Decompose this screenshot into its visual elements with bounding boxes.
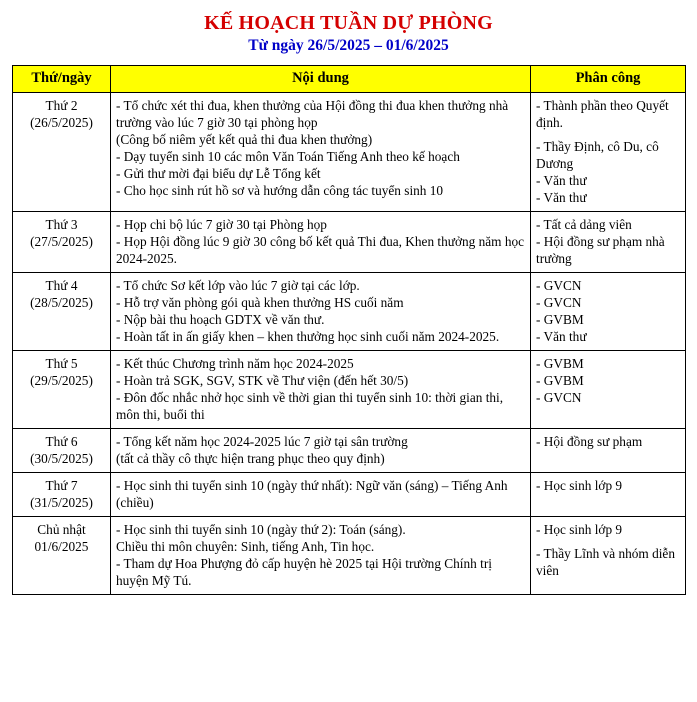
cell-assignment (531, 350, 686, 428)
content-line: - Tham dự Hoa Phượng đỏ cấp huyện hè 2025 tại Hội trường Chính trị huyện Mỹ Tú. (116, 555, 492, 588)
content-line: - Đôn đốc nhắc nhở học sinh về thời gian thi tuyển sinh 10: thời gian thi, môn thi, buổi thi (116, 389, 504, 422)
cell-assignment (531, 92, 686, 211)
assignment-line: - GVBM (536, 372, 584, 388)
day-date: (31/5/2025) (30, 494, 93, 510)
day-date: (30/5/2025) (30, 450, 93, 466)
content-line: - Học sinh thi tuyển sinh 10 (ngày thứ 2): Toán (sáng). (116, 521, 406, 537)
day-name: Thứ 4 (45, 277, 78, 293)
assignment-line: - Văn thư (536, 172, 587, 188)
assignment-spacer (536, 131, 680, 138)
assignment-line: - GVCN (536, 277, 582, 293)
cell-day (13, 272, 111, 350)
table-header-row (13, 66, 686, 93)
table-body (13, 92, 686, 594)
assignment-line: - Văn thư (536, 328, 587, 344)
content-line: - Tổng kết năm học 2024-2025 lúc 7 giờ tại sân trường (116, 433, 408, 449)
cell-assignment (531, 272, 686, 350)
cell-day (13, 350, 111, 428)
day-date: 01/6/2025 (34, 538, 89, 554)
day-name: Thứ 3 (45, 216, 78, 232)
cell-assignment (531, 211, 686, 272)
assignment-line: - GVCN (536, 389, 582, 405)
assignment-line: - GVCN (536, 294, 582, 310)
day-date: (27/5/2025) (30, 233, 93, 249)
cell-content (111, 92, 531, 211)
cell-content (111, 350, 531, 428)
content-line: - Hoàn trả SGK, SGV, STK về Thư viện (đến hết 30/5) (116, 372, 409, 388)
weekly-plan-table (12, 65, 686, 595)
cell-content (111, 516, 531, 594)
table-row (13, 211, 686, 272)
page-title: KẾ HOẠCH TUẦN DỰ PHÒNG (204, 12, 493, 34)
content-line: Chiều thi môn chuyên: Sinh, tiếng Anh, Tin học. (116, 538, 375, 554)
cell-day (13, 211, 111, 272)
assignment-line: - Học sinh lớp 9 (536, 477, 623, 493)
day-name: Chủ nhật (37, 521, 86, 537)
content-line: - Họp chi bộ lúc 7 giờ 30 tại Phòng họp (116, 216, 327, 232)
day-name: Thứ 6 (45, 433, 78, 449)
day-name: Thứ 2 (45, 97, 78, 113)
cell-day (13, 92, 111, 211)
day-date: (26/5/2025) (30, 114, 93, 130)
table-row (13, 472, 686, 516)
assignment-spacer (536, 538, 680, 545)
assignment-line: - Thành phần theo Quyết định. (536, 97, 669, 130)
content-line: - Hoàn tất in ấn giấy khen – khen thưởng học sinh cuối năm 2024-2025. (116, 328, 500, 344)
content-line: - Học sinh thi tuyển sinh 10 (ngày thứ nhất): Ngữ văn (sáng) – Tiếng Anh (chiều) (116, 477, 508, 510)
assignment-line: - Văn thư (536, 189, 587, 205)
cell-day (13, 428, 111, 472)
table-row (13, 428, 686, 472)
cell-day (13, 472, 111, 516)
page-subtitle: Từ ngày 26/5/2025 – 01/6/2025 (248, 37, 449, 54)
content-line: - Tổ chức Sơ kết lớp vào lúc 7 giờ tại các lớp. (116, 277, 360, 293)
cell-assignment (531, 472, 686, 516)
cell-assignment (531, 428, 686, 472)
cell-day (13, 516, 111, 594)
assignment-line: - Hội đồng sư phạm (536, 433, 643, 449)
assignment-line: - Thầy Định, cô Du, cô Dương (536, 138, 659, 171)
table-row (13, 350, 686, 428)
cell-content (111, 272, 531, 350)
day-name: Thứ 5 (45, 355, 78, 371)
content-line: - Hỗ trợ văn phòng gói quà khen thưởng HS cuối năm (116, 294, 404, 310)
content-line: (Công bố niêm yết kết quả thi đua khen thưởng) (116, 131, 373, 147)
day-name: Thứ 7 (45, 477, 78, 493)
content-line: - Họp Hội đồng lúc 9 giờ 30 công bố kết quả Thi đua, Khen thưởng năm học 2024-2025. (116, 233, 525, 266)
day-date: (28/5/2025) (30, 294, 93, 310)
table-row (13, 516, 686, 594)
column-header-day: Thứ/ngày (13, 66, 111, 93)
assignment-line: - Thầy Lĩnh và nhóm diễn viên (536, 545, 675, 578)
table-row (13, 272, 686, 350)
content-line: - Tổ chức xét thi đua, khen thưởng của Hội đồng thi đua khen thưởng nhà trường vào lúc 7 giờ 30 tại phòng họp (116, 97, 509, 130)
content-line: - Cho học sinh rút hồ sơ và hướng dẫn công tác tuyển sinh 10 (116, 182, 444, 198)
content-line: - Nộp bài thu hoạch GDTX về văn thư. (116, 311, 325, 327)
content-line: - Gửi thư mời đại biểu dự Lễ Tổng kết (116, 165, 321, 181)
table-row (13, 92, 686, 211)
column-header-assignment: Phân công (531, 66, 686, 93)
day-date: (29/5/2025) (30, 372, 93, 388)
assignment-line: - GVBM (536, 355, 584, 371)
assignment-line: - Học sinh lớp 9 (536, 521, 623, 537)
cell-assignment (531, 516, 686, 594)
cell-content (111, 211, 531, 272)
content-line: - Kết thúc Chương trình năm học 2024-2025 (116, 355, 354, 371)
assignment-line: - GVBM (536, 311, 584, 327)
content-line: - Dạy tuyển sinh 10 các môn Văn Toán Tiếng Anh theo kế hoạch (116, 148, 460, 164)
cell-content (111, 428, 531, 472)
column-header-content: Nội dung (111, 66, 531, 93)
cell-content (111, 472, 531, 516)
content-line: (tất cả thầy cô thực hiện trang phục theo quy định) (116, 450, 385, 466)
assignment-line: - Hội đồng sư phạm nhà trường (536, 233, 665, 266)
assignment-line: - Tất cả dảng viên (536, 216, 632, 232)
